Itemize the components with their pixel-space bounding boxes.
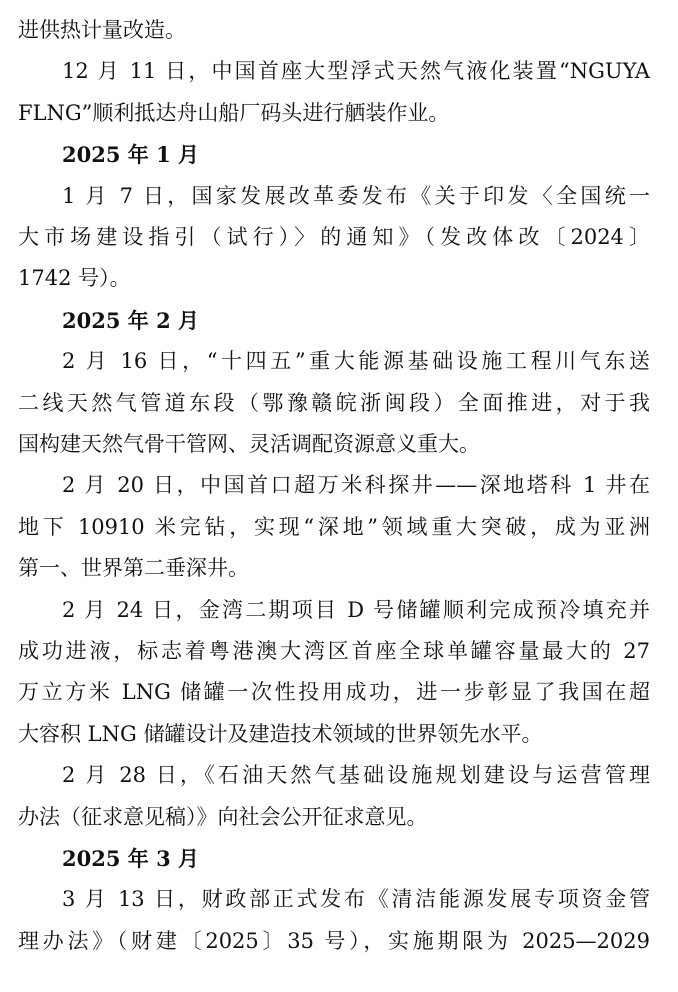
text-line: 2 月 28 日，《石油天然气基础设施规划建设与运营管理 [62,763,650,788]
text-line: 12 月 11 日，中国首座大型浮式天然气液化装置“NGUYA [62,59,650,84]
text-line: 第一、世界第二垂深井。 [18,556,249,581]
text-line: 成功进液，标志着粤港澳大湾区首座全球单罐容量最大的 27 [18,639,650,663]
text-line: 2 月 20 日，中国首口超万米科探井——深地塔科 1 井在 [62,473,650,498]
text-line: 二线天然气管道东段（鄂豫赣皖浙闽段）全面推进，对于我 [18,390,650,415]
section-heading: 2025 年 1 月 [62,142,199,168]
text-line: 地下 10910 米完钻，实现“深地”领域重大突破，成为亚洲 [18,514,650,539]
text-line: 大容积 LNG 储罐设计及建造技术领域的世界领先水平。 [18,721,543,746]
text-line: 理办法》（财建〔2025〕35 号），实施期限为 2025—2029 [18,928,650,953]
text-line: 进供热计量改造。 [18,18,186,42]
text-line: 万立方米 LNG 储罐一次性投用成功，进一步彰显了我国在超 [18,680,650,705]
section-heading: 2025 年 3 月 [62,846,199,871]
text-line: 办法（征求意见稿）》向社会公开征求意见。 [18,804,428,829]
text-line: 3 月 13 日，财政部正式发布《清洁能源发展专项资金管 [62,887,650,912]
text-line: 1742 号）。 [18,266,131,291]
text-line: 1 月 7 日，国家发展改革委发布《关于印发〈全国统一 [62,183,650,208]
text-line: 国构建天然气骨干管网、灵活调配资源意义重大。 [18,432,480,456]
text-line: FLNG”顺利抵达舟山船厂码头进行舾装作业。 [18,100,450,125]
text-line: 2 月 16 日，“十四五”重大能源基础设施工程川气东送 [62,349,650,374]
text-line: 2 月 24 日，金湾二期项目 D 号储罐顺利完成预冷填充并 [62,597,650,622]
text-line: 大市场建设指引（试行）〉的通知》（发改体改〔2024〕 [18,225,650,249]
section-heading: 2025 年 2 月 [62,307,199,333]
